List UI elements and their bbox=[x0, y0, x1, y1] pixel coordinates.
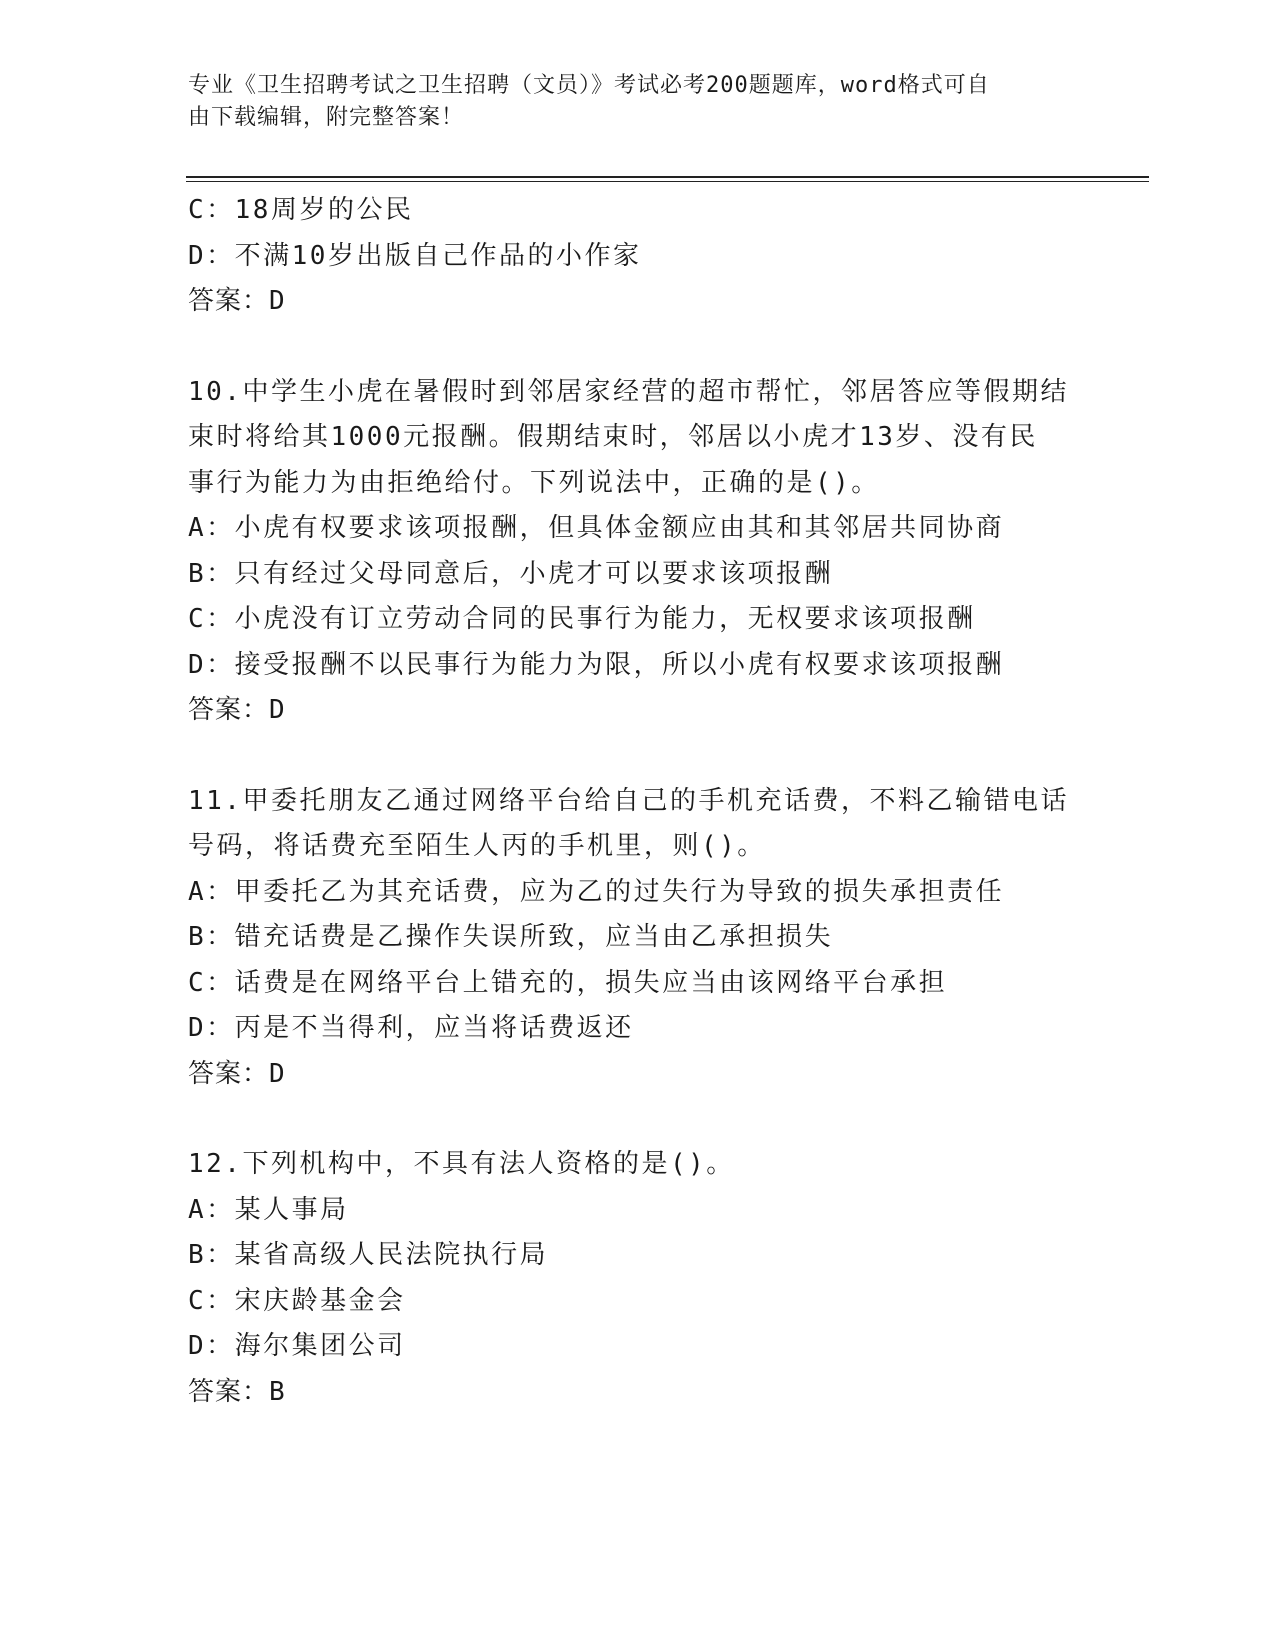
answer-line: 答案：D bbox=[188, 286, 286, 316]
option-d: D：不满10岁出版自己作品的小作家 bbox=[188, 240, 642, 271]
page-header bbox=[188, 70, 1088, 134]
option-a: A：某人事局 bbox=[188, 1194, 349, 1225]
question-stem-line: 12.下列机构中，不具有法人资格的是()。 bbox=[188, 1149, 735, 1179]
question-stem-line: 11.甲委托朋友乙通过网络平台给自己的手机充话费，不料乙输错电话 bbox=[188, 785, 1069, 816]
document-body bbox=[188, 188, 1148, 1415]
option-c: C：18周岁的公民 bbox=[188, 195, 414, 225]
question-stem-line: 束时将给其1000元报酬。假期结束时，邻居以小虎才13岁、没有民 bbox=[188, 422, 1038, 452]
option-b: B：只有经过父母同意后，小虎才可以要求该项报酬 bbox=[188, 558, 834, 589]
header-line-2: 由下载编辑，附完整答案！ bbox=[188, 105, 465, 130]
question-11 bbox=[188, 779, 1148, 1098]
question-10 bbox=[188, 370, 1148, 734]
option-d: D：接受报酬不以民事行为能力为限，所以小虎有权要求该项报酬 bbox=[188, 649, 1005, 680]
question-12 bbox=[188, 1142, 1148, 1415]
header-line-1: 专业《卫生招聘考试之卫生招聘（文员）》考试必考200题题库，word格式可自 bbox=[188, 73, 990, 98]
question-stem-line: 事行为能力为由拒绝给付。下列说法中，正确的是()。 bbox=[188, 467, 880, 498]
question-stem-line: 号码，将话费充至陌生人丙的手机里，则()。 bbox=[188, 831, 766, 861]
option-c: C：宋庆龄基金会 bbox=[188, 1285, 406, 1316]
option-a: A：小虎有权要求该项报酬，但具体金额应由其和其邻居共同协商 bbox=[188, 513, 1005, 543]
answer-line: 答案：B bbox=[188, 1376, 286, 1407]
answer-line: 答案：D bbox=[188, 1058, 286, 1089]
header-divider-thin bbox=[186, 181, 1149, 182]
option-d: D：丙是不当得利，应当将话费返还 bbox=[188, 1013, 634, 1043]
option-c: C：小虎没有订立劳动合同的民事行为能力，无权要求该项报酬 bbox=[188, 604, 976, 634]
question-stem-line: 10.中学生小虎在暑假时到邻居家经营的超市帮忙，邻居答应等假期结 bbox=[188, 376, 1069, 407]
option-b: B：错充话费是乙操作失误所致，应当由乙承担损失 bbox=[188, 922, 834, 952]
option-a: A：甲委托乙为其充话费，应为乙的过失行为导致的损失承担责任 bbox=[188, 876, 1005, 907]
option-c: C：话费是在网络平台上错充的，损失应当由该网络平台承担 bbox=[188, 967, 948, 998]
answer-line: 答案：D bbox=[188, 695, 286, 725]
question-9-continued bbox=[188, 188, 1148, 325]
option-d: D：海尔集团公司 bbox=[188, 1331, 406, 1361]
header-divider-thick bbox=[186, 176, 1149, 178]
option-b: B：某省高级人民法院执行局 bbox=[188, 1240, 549, 1270]
